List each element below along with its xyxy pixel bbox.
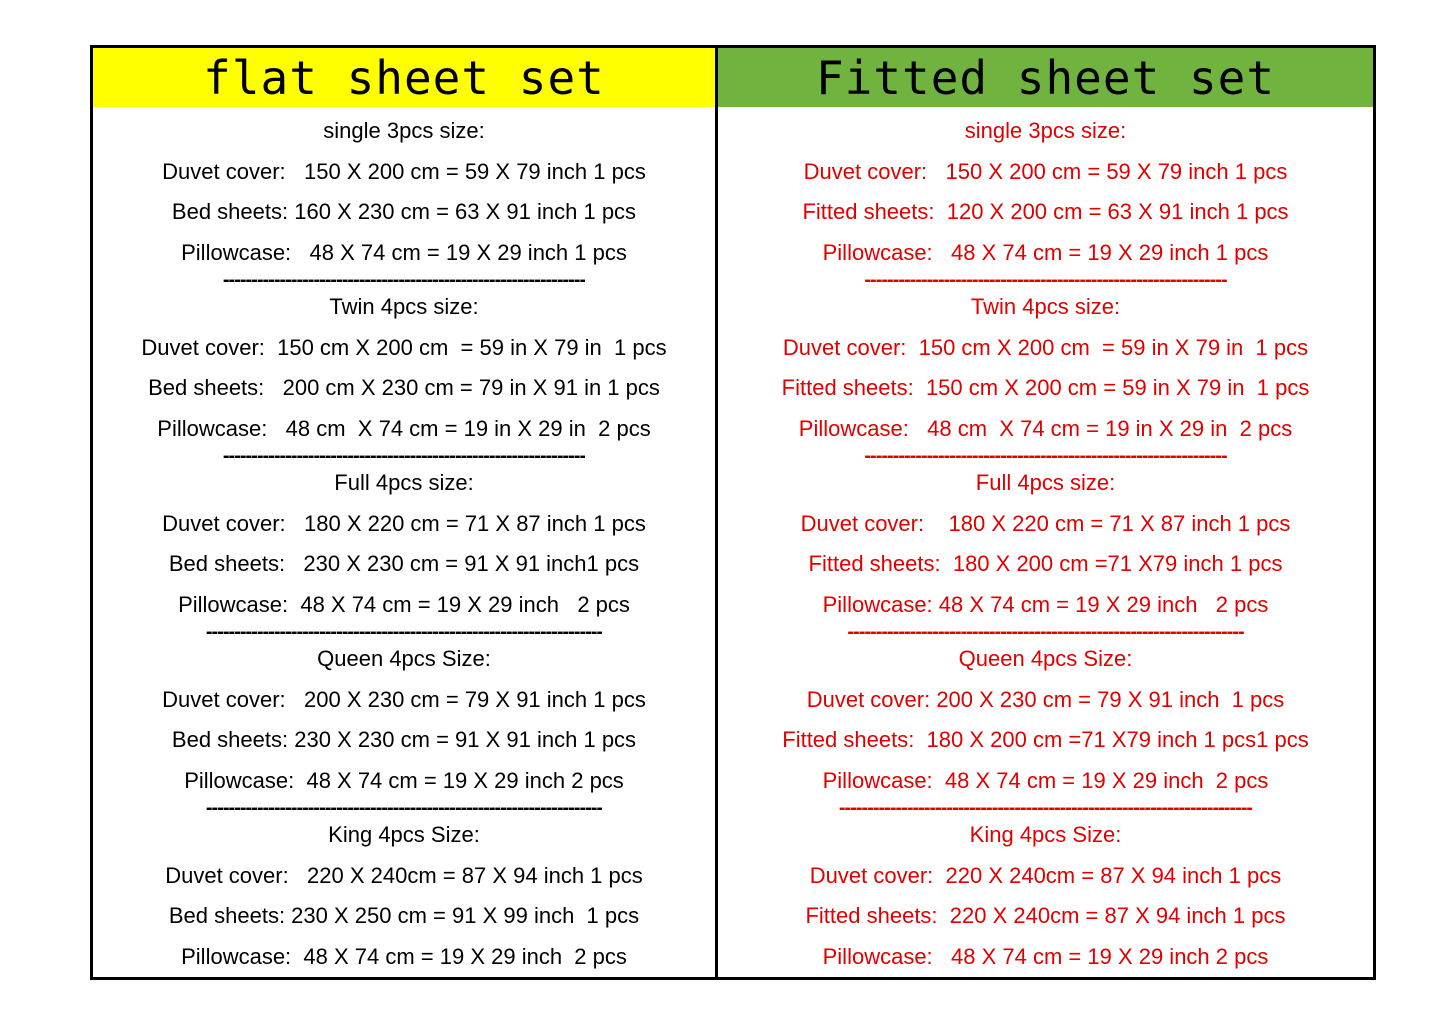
size-spec-line: Duvet cover: 180 X 220 cm = 71 X 87 inch 1 pcs: [162, 510, 646, 536]
size-heading: King 4pcs Size:: [969, 822, 1122, 847]
size-spec-line: Duvet cover: 220 X 240cm = 87 X 94 inch 1 pcs: [165, 862, 643, 888]
size-spec-line: Pillowcase: 48 X 74 cm = 19 X 29 inch 2 pcs: [822, 767, 1269, 793]
size-spec-line: Duvet cover: 200 X 230 cm = 79 X 91 inch 1 pcs: [806, 686, 1285, 712]
size-heading: Twin 4pcs size:: [970, 294, 1121, 319]
size-spec-line: Duvet cover: 150 cm X 200 cm = 59 in X 79 in 1 pcs: [782, 334, 1309, 360]
flat-sheet-column: [93, 48, 718, 977]
size-spec-line: Pillowcase: 48 X 74 cm = 19 X 29 inch 1 pcs: [181, 239, 627, 265]
size-spec-line: Bed sheets: 230 X 250 cm = 91 X 99 inch 1 pcs: [168, 903, 640, 928]
size-spec-line: Pillowcase: 48 X 74 cm = 19 X 29 inch 2 pcs: [822, 943, 1269, 969]
flat-sheet-header: flat sheet set: [93, 48, 715, 107]
size-spec-line: Bed sheets: 160 X 230 cm = 63 X 91 inch 1 pcs: [171, 199, 637, 224]
size-spec-line: Fitted sheets: 180 X 200 cm =71 X79 inch 1 pcs1 pcs: [782, 727, 1309, 752]
section-divider: -------------------------------------------------------------------------: [838, 801, 1253, 815]
section-divider: ----------------------------------------------------------------: [222, 449, 586, 463]
size-heading: Full 4pcs size:: [975, 470, 1116, 495]
fitted-sheet-column: [718, 48, 1373, 977]
size-heading: King 4pcs Size:: [328, 822, 480, 847]
size-spec-line: Duvet cover: 220 X 240cm = 87 X 94 inch 1 pcs: [809, 862, 1282, 888]
size-spec-line: Duvet cover: 150 X 200 cm = 59 X 79 inch 1 pcs: [803, 158, 1288, 184]
size-spec-line: Bed sheets: 200 cm X 230 cm = 79 in X 91 in 1 pcs: [148, 375, 660, 400]
section-divider: ----------------------------------------------------------------------: [205, 625, 603, 639]
section-divider: ----------------------------------------------------------------------: [847, 625, 1244, 639]
fitted-sheet-body: [718, 107, 1373, 977]
size-spec-line: Pillowcase: 48 X 74 cm = 19 X 29 inch 2 pcs: [181, 943, 627, 969]
size-spec-line: Pillowcase: 48 X 74 cm = 19 X 29 inch 2 pcs: [178, 591, 630, 617]
size-spec-line: Bed sheets: 230 X 230 cm = 91 X 91 inch 1 pcs: [171, 727, 637, 752]
size-spec-line: Pillowcase: 48 cm X 74 cm = 19 in X 29 in 2 pcs: [157, 415, 651, 441]
size-spec-line: Fitted sheets: 120 X 200 cm = 63 X 91 inch 1 pcs: [802, 199, 1289, 224]
size-spec-line: Bed sheets: 230 X 230 cm = 91 X 91 inch1 pcs: [168, 551, 640, 576]
section-divider: ----------------------------------------------------------------: [864, 449, 1227, 463]
size-comparison-table: [90, 45, 1376, 980]
size-heading: single 3pcs size:: [323, 118, 485, 143]
size-heading: Queen 4pcs Size:: [317, 646, 491, 671]
size-spec-line: Pillowcase: 48 X 74 cm = 19 X 29 inch 2 pcs: [822, 591, 1269, 617]
size-spec-line: Duvet cover: 180 X 220 cm = 71 X 87 inch 1 pcs: [800, 510, 1291, 536]
size-spec-line: Pillowcase: 48 X 74 cm = 19 X 29 inch 2 pcs: [184, 767, 624, 793]
size-spec-line: Duvet cover: 150 cm X 200 cm = 59 in X 79 in 1 pcs: [141, 334, 667, 360]
size-spec-line: Duvet cover: 200 X 230 cm = 79 X 91 inch 1 pcs: [162, 686, 646, 712]
size-heading: Twin 4pcs size:: [329, 294, 479, 319]
size-spec-line: Fitted sheets: 150 cm X 200 cm = 59 in X 79 in 1 pcs: [781, 375, 1310, 400]
size-heading: Queen 4pcs Size:: [958, 646, 1133, 671]
section-divider: ----------------------------------------------------------------: [864, 273, 1227, 287]
size-spec-line: Pillowcase: 48 cm X 74 cm = 19 in X 29 in 2 pcs: [798, 415, 1293, 441]
section-divider: ----------------------------------------------------------------------: [205, 801, 603, 815]
size-heading: Full 4pcs size:: [334, 470, 474, 495]
size-spec-line: Fitted sheets: 220 X 240cm = 87 X 94 inch 1 pcs: [805, 903, 1286, 928]
section-divider: ----------------------------------------------------------------: [222, 273, 586, 287]
size-spec-line: Duvet cover: 150 X 200 cm = 59 X 79 inch 1 pcs: [162, 158, 646, 184]
size-spec-line: Pillowcase: 48 X 74 cm = 19 X 29 inch 1 pcs: [822, 239, 1269, 265]
flat-sheet-body: [93, 107, 715, 977]
size-spec-line: Fitted sheets: 180 X 200 cm =71 X79 inch 1 pcs: [808, 551, 1283, 576]
size-heading: single 3pcs size:: [964, 118, 1127, 143]
fitted-sheet-header: Fitted sheet set: [718, 48, 1373, 107]
